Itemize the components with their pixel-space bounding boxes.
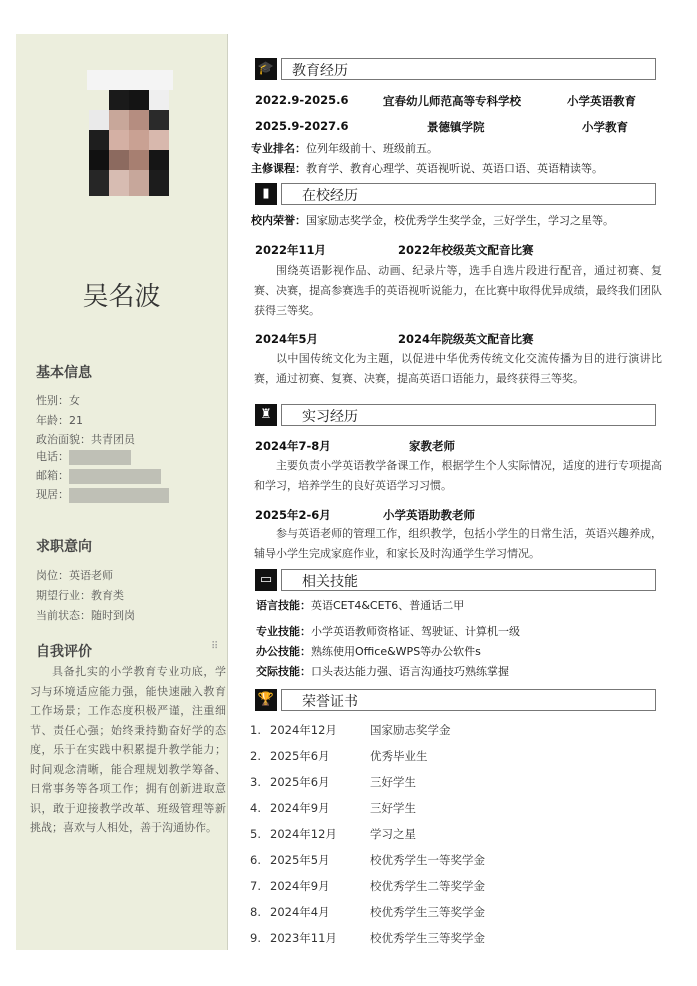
address-redacted	[69, 488, 169, 503]
email-label: 邮箱：	[36, 469, 69, 482]
section-title-bar	[281, 569, 656, 591]
honor-name: 学习之星	[370, 827, 416, 841]
intern-2-date: 2025年2-6月	[255, 508, 331, 522]
email-line	[36, 467, 161, 484]
skills-section-header	[255, 569, 656, 591]
campus-honor-label: 校内荣誉：	[251, 214, 306, 227]
honor-index: 9.	[250, 931, 261, 945]
intern-1-date: 2024年7-8月	[255, 439, 331, 453]
edu-1-date: 2022.9-2025.6	[255, 93, 349, 107]
honor-item	[250, 748, 428, 764]
courses-value: 教育学、教育心理学、英语视听说、英语口语、英语精读等。	[306, 162, 603, 175]
honor-name: 三好学生	[370, 801, 416, 815]
honor-index: 3.	[250, 775, 261, 789]
section-title-bar	[281, 58, 656, 80]
position-line: 岗位：英语老师	[36, 569, 113, 582]
courses-label: 主修课程：	[251, 162, 306, 175]
honors-title: 荣誉证书	[302, 694, 358, 710]
honor-name: 优秀毕业生	[370, 749, 428, 763]
phone-line	[36, 448, 131, 465]
section-title-bar	[281, 404, 656, 426]
political-status-line: 政治面貌：共青团员	[36, 433, 135, 446]
honor-date: 2025年6月	[270, 775, 330, 789]
honor-date: 2024年12月	[270, 723, 337, 737]
honor-item	[250, 878, 485, 894]
skill-value: 英语CET4&CET6、普通话二甲	[311, 599, 465, 612]
skill-label: 语言技能：	[256, 599, 311, 612]
honor-date: 2024年9月	[270, 801, 330, 815]
job-intent-heading: 求职意向	[36, 539, 92, 555]
rank-value: 位列年级前十、班级前五。	[306, 142, 438, 155]
skill-value: 口头表达能力强、语言沟通技巧熟练掌握	[311, 665, 509, 678]
computer-icon: ▭	[255, 569, 277, 591]
skill-office	[256, 643, 481, 659]
industry-line: 期望行业：教育类	[36, 589, 124, 602]
edu-2-school: 景德镇学院	[427, 120, 485, 134]
skills-title: 相关技能	[302, 574, 358, 590]
campus-honor-line	[251, 212, 614, 228]
internship-title: 实习经历	[302, 409, 358, 425]
skill-label: 交际技能：	[256, 665, 311, 678]
skill-professional	[256, 623, 520, 639]
honor-item	[250, 826, 416, 842]
honor-index: 1.	[250, 723, 261, 737]
section-title-bar	[281, 689, 656, 711]
skill-label: 办公技能：	[256, 645, 311, 658]
book-icon: ▮	[255, 183, 277, 205]
honor-name: 国家励志奖学金	[370, 723, 451, 737]
honor-name: 校优秀学生二等奖学金	[370, 879, 485, 893]
intern-1-role: 家教老师	[409, 439, 455, 453]
address-line	[36, 486, 169, 503]
candidate-name: 吴名波	[82, 282, 161, 312]
campus-2-name: 2024年院级英文配音比赛	[398, 332, 534, 346]
honor-name: 校优秀学生三等奖学金	[370, 905, 485, 919]
skill-value: 熟练使用Office&WPS等办公软件s	[311, 645, 481, 658]
skill-communication	[256, 663, 509, 679]
campus-section-header	[255, 183, 656, 205]
sidebar-divider	[227, 34, 228, 950]
education-section-header	[255, 58, 656, 80]
campus-1-desc: 围绕英语影视作品、动画、纪录片等，选手自选片段进行配音，通过初赛、复赛、决赛，提高参赛选手的英语视听说能力，在比赛中取得优异成绩，最终我们团队获得三等奖。	[254, 264, 662, 317]
honor-index: 5.	[250, 827, 261, 841]
age-line: 年龄：21	[36, 414, 83, 427]
address-label: 现居：	[36, 488, 69, 501]
basic-info-heading: 基本信息	[36, 365, 92, 381]
skill-language	[256, 597, 464, 613]
intern-2-role: 小学英语助教老师	[383, 508, 475, 522]
campus-title: 在校经历	[302, 188, 358, 204]
education-title: 教育经历	[292, 63, 348, 79]
honor-item	[250, 852, 485, 868]
honor-date: 2025年5月	[270, 853, 330, 867]
campus-1-name: 2022年校级英文配音比赛	[398, 243, 534, 257]
drag-handle-icon[interactable]: ⠿	[211, 641, 219, 652]
honor-name: 校优秀学生三等奖学金	[370, 931, 485, 945]
campus-1-date: 2022年11月	[255, 243, 327, 257]
tie-icon: ♜	[255, 404, 277, 426]
campus-honor-value: 国家励志奖学金，校优秀学生奖学金，三好学生，学习之星等。	[306, 214, 614, 227]
self-eval-text: 具备扎实的小学教育专业功底，学习与环境适应能力强，能快速融入教育工作场景；工作态度积极严谨，注重细节、责任心强；始终秉持勤奋好学的态度，乐于在实践中积累提升教学能力；时间观念清晰，能合理规划教学筹备、日常事务等各项工作；拥有创新进取意识，敢于迎接教学改革、班级管理等新挑战；喜欢与人相处，善于沟通协作。	[30, 665, 226, 834]
phone-label: 电话：	[36, 450, 69, 463]
profile-photo	[87, 70, 173, 196]
honor-index: 6.	[250, 853, 261, 867]
campus-2-date: 2024年5月	[255, 332, 319, 346]
honors-section-header	[255, 689, 656, 711]
email-redacted	[69, 469, 161, 484]
honor-date: 2024年12月	[270, 827, 337, 841]
honor-date: 2023年11月	[270, 931, 337, 945]
honor-name: 校优秀学生一等奖学金	[370, 853, 485, 867]
skill-label: 专业技能：	[256, 625, 311, 638]
self-eval-heading: 自我评价	[36, 644, 92, 660]
honor-item	[250, 800, 416, 816]
honor-index: 7.	[250, 879, 261, 893]
honor-item	[250, 774, 416, 790]
courses-line	[251, 160, 603, 176]
trophy-icon: 🏆	[255, 689, 277, 711]
honor-index: 4.	[250, 801, 261, 815]
honor-date: 2024年4月	[270, 905, 330, 919]
phone-redacted	[69, 450, 131, 465]
honor-item	[250, 722, 451, 738]
intern-2-desc: 参与英语老师的管理工作，组织教学，包括小学生的日常生活，英语兴趣养成，辅导小学生完成家庭作业，和家长及时沟通学生学习情况。	[254, 527, 662, 560]
honor-item	[250, 930, 485, 946]
honor-index: 2.	[250, 749, 261, 763]
gender-line: 性别：女	[36, 394, 80, 407]
honor-item	[250, 904, 485, 920]
section-title-bar	[281, 183, 656, 205]
intern-1-desc: 主要负责小学英语教学备课工作，根据学生个人实际情况，适度的进行专项提高和学习，培养学生的良好英语学习习惯。	[254, 459, 662, 492]
honor-name: 三好学生	[370, 775, 416, 789]
graduation-cap-icon: 🎓	[255, 58, 277, 80]
honor-date: 2025年6月	[270, 749, 330, 763]
campus-2-desc: 以中国传统文化为主题，以促进中华优秀传统文化交流传播为目的进行演讲比赛，通过初赛、复赛、决赛，提高英语口语能力，最终获得三等奖。	[254, 352, 662, 385]
honor-index: 8.	[250, 905, 261, 919]
rank-line	[251, 140, 438, 156]
edu-2-major: 小学教育	[582, 120, 628, 134]
internship-section-header	[255, 404, 656, 426]
edu-2-date: 2025.9-2027.6	[255, 119, 349, 133]
honor-date: 2024年9月	[270, 879, 330, 893]
status-line: 当前状态：随时到岗	[36, 609, 135, 622]
skill-value: 小学英语教师资格证、驾驶证、计算机一级	[311, 625, 520, 638]
edu-1-major: 小学英语教育	[567, 94, 636, 108]
rank-label: 专业排名：	[251, 142, 306, 155]
edu-1-school: 宜春幼儿师范高等专科学校	[383, 94, 521, 108]
